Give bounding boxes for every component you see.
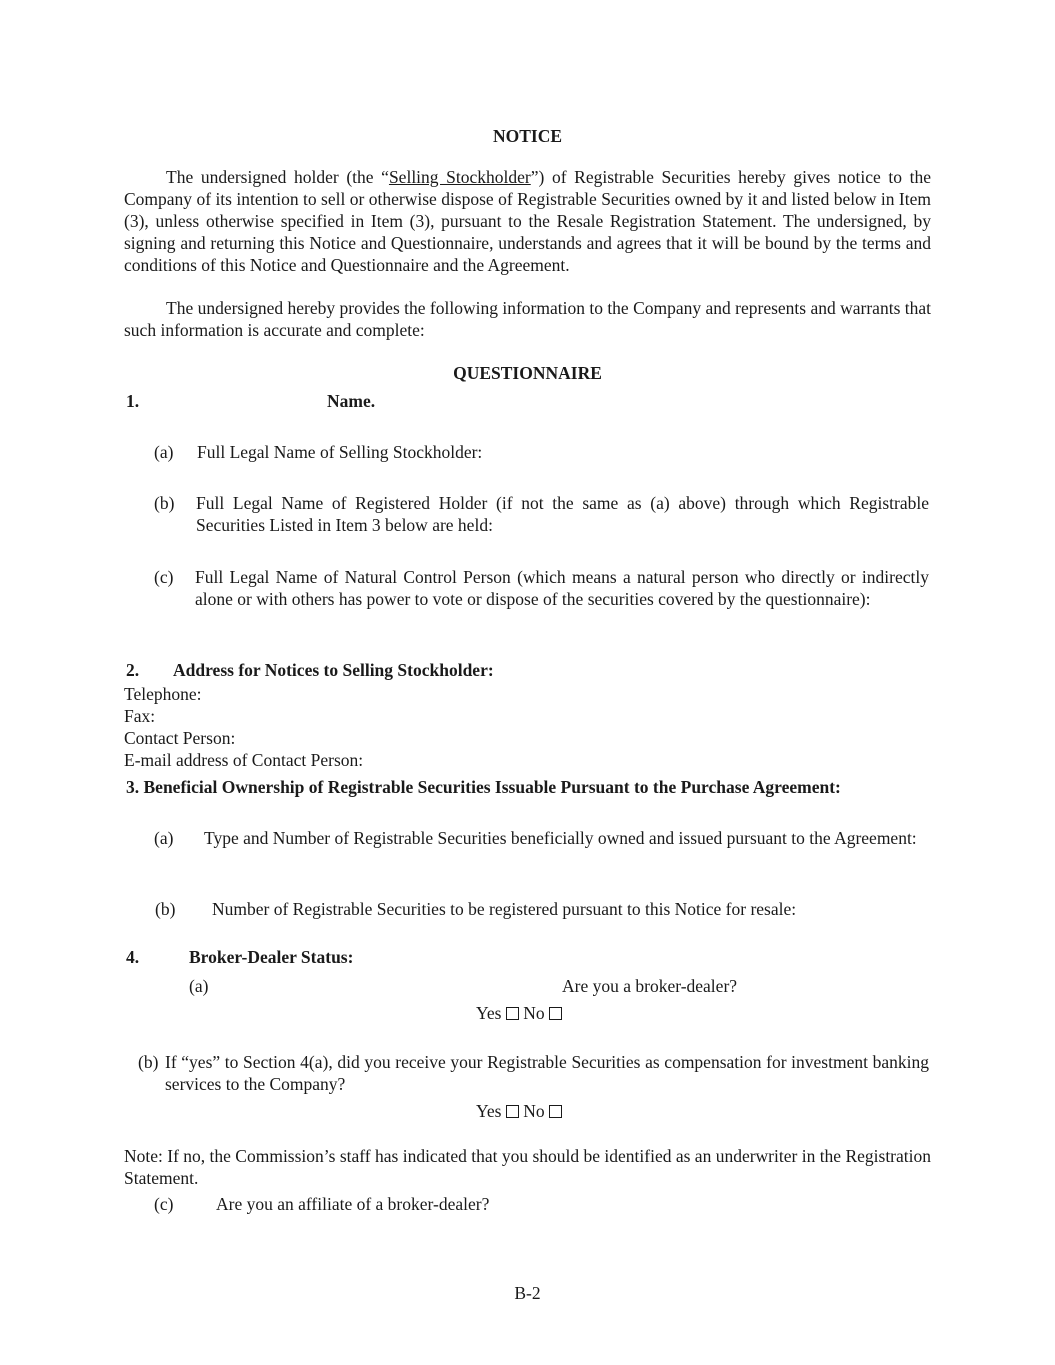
no-checkbox[interactable] bbox=[549, 1105, 562, 1118]
no-label: No bbox=[523, 1003, 545, 1023]
intro-paragraph-2: The undersigned hereby provides the following information to the Company and represents and warrants that such information is accurate and complete: bbox=[124, 298, 931, 340]
section-2-number: 2. bbox=[126, 660, 140, 680]
fax-label: Fax: bbox=[124, 706, 156, 726]
email-label: E-mail address of Contact Person: bbox=[124, 750, 364, 770]
s1-a-label: (a) bbox=[154, 442, 174, 462]
s4-a-label: (a) bbox=[189, 976, 209, 996]
questionnaire-heading: QUESTIONNAIRE bbox=[453, 363, 602, 383]
intro-text-before: The undersigned holder (the “ bbox=[166, 167, 389, 187]
s1-b-label: (b) bbox=[154, 493, 175, 513]
s3-b-text: Number of Registrable Securities to be registered pursuant to this Notice for resale: bbox=[212, 899, 797, 919]
yes-label: Yes bbox=[476, 1101, 502, 1121]
s3-a-label: (a) bbox=[154, 828, 174, 848]
s1-c-label: (c) bbox=[154, 567, 174, 587]
yes-checkbox[interactable] bbox=[506, 1105, 519, 1118]
s4-a-options bbox=[476, 1002, 562, 1024]
page-number: B-2 bbox=[514, 1283, 541, 1303]
contact-person-label: Contact Person: bbox=[124, 728, 236, 748]
s4-b-options bbox=[476, 1100, 562, 1122]
no-label: No bbox=[523, 1101, 545, 1121]
s1-c-text: Full Legal Name of Natural Control Person (which means a natural person who directly or indirectly alone or with others has power to vote or dispose of the securities covered by the questionnaire): bbox=[195, 567, 929, 609]
underwriter-note: Note: If no, the Commission’s staff has indicated that you should be identified as an underwriter in the Registration Statement. bbox=[124, 1146, 931, 1188]
section-1-number: 1. bbox=[126, 391, 140, 411]
section-4-title: Broker-Dealer Status: bbox=[189, 947, 354, 967]
s4-a-text: Are you a broker-dealer? bbox=[562, 976, 738, 996]
intro-paragraph-1 bbox=[124, 166, 931, 276]
section-3-title: 3. Beneficial Ownership of Registrable Securities Issuable Pursuant to the Purchase Agreement: bbox=[126, 777, 841, 797]
s1-a-text: Full Legal Name of Selling Stockholder: bbox=[197, 442, 483, 462]
s4-c-text: Are you an affiliate of a broker-dealer? bbox=[216, 1194, 490, 1214]
s3-b-label: (b) bbox=[155, 899, 176, 919]
intro-text-after: ”) of Registrable Securities hereby gives notice to the Company of its intention to sell or otherwise dispose of Registrable Securities owned by it and listed below in Item (3), unless otherwise specified in Item (3), pursuant to the Resale Registration Statement. The undersigned, by signing and returning this Notice and Questionnaire, understands and agrees that it will be bound by the terms and conditions of this Notice and Questionnaire and the Agreement. bbox=[124, 167, 931, 275]
s4-b-text: If “yes” to Section 4(a), did you receive your Registrable Securities as compensation for investment banking services to the Company? bbox=[165, 1052, 929, 1094]
s1-b-text: Full Legal Name of Registered Holder (if not the same as (a) above) through which Registrable Securities Listed in Item 3 below are held: bbox=[196, 493, 929, 535]
s3-a-text: Type and Number of Registrable Securities beneficially owned and issued pursuant to the Agreement: bbox=[204, 828, 917, 848]
yes-label: Yes bbox=[476, 1003, 502, 1023]
no-checkbox[interactable] bbox=[549, 1007, 562, 1020]
s4-c-label: (c) bbox=[154, 1194, 174, 1214]
s4-b-label: (b) bbox=[138, 1052, 159, 1072]
yes-checkbox[interactable] bbox=[506, 1007, 519, 1020]
section-4-number: 4. bbox=[126, 947, 140, 967]
telephone-label: Telephone: bbox=[124, 684, 202, 704]
section-2-title: Address for Notices to Selling Stockholder: bbox=[173, 660, 494, 680]
selling-stockholder-term: Selling Stockholder bbox=[388, 167, 531, 187]
section-1-title: Name. bbox=[327, 391, 376, 411]
notice-title: NOTICE bbox=[492, 126, 563, 146]
